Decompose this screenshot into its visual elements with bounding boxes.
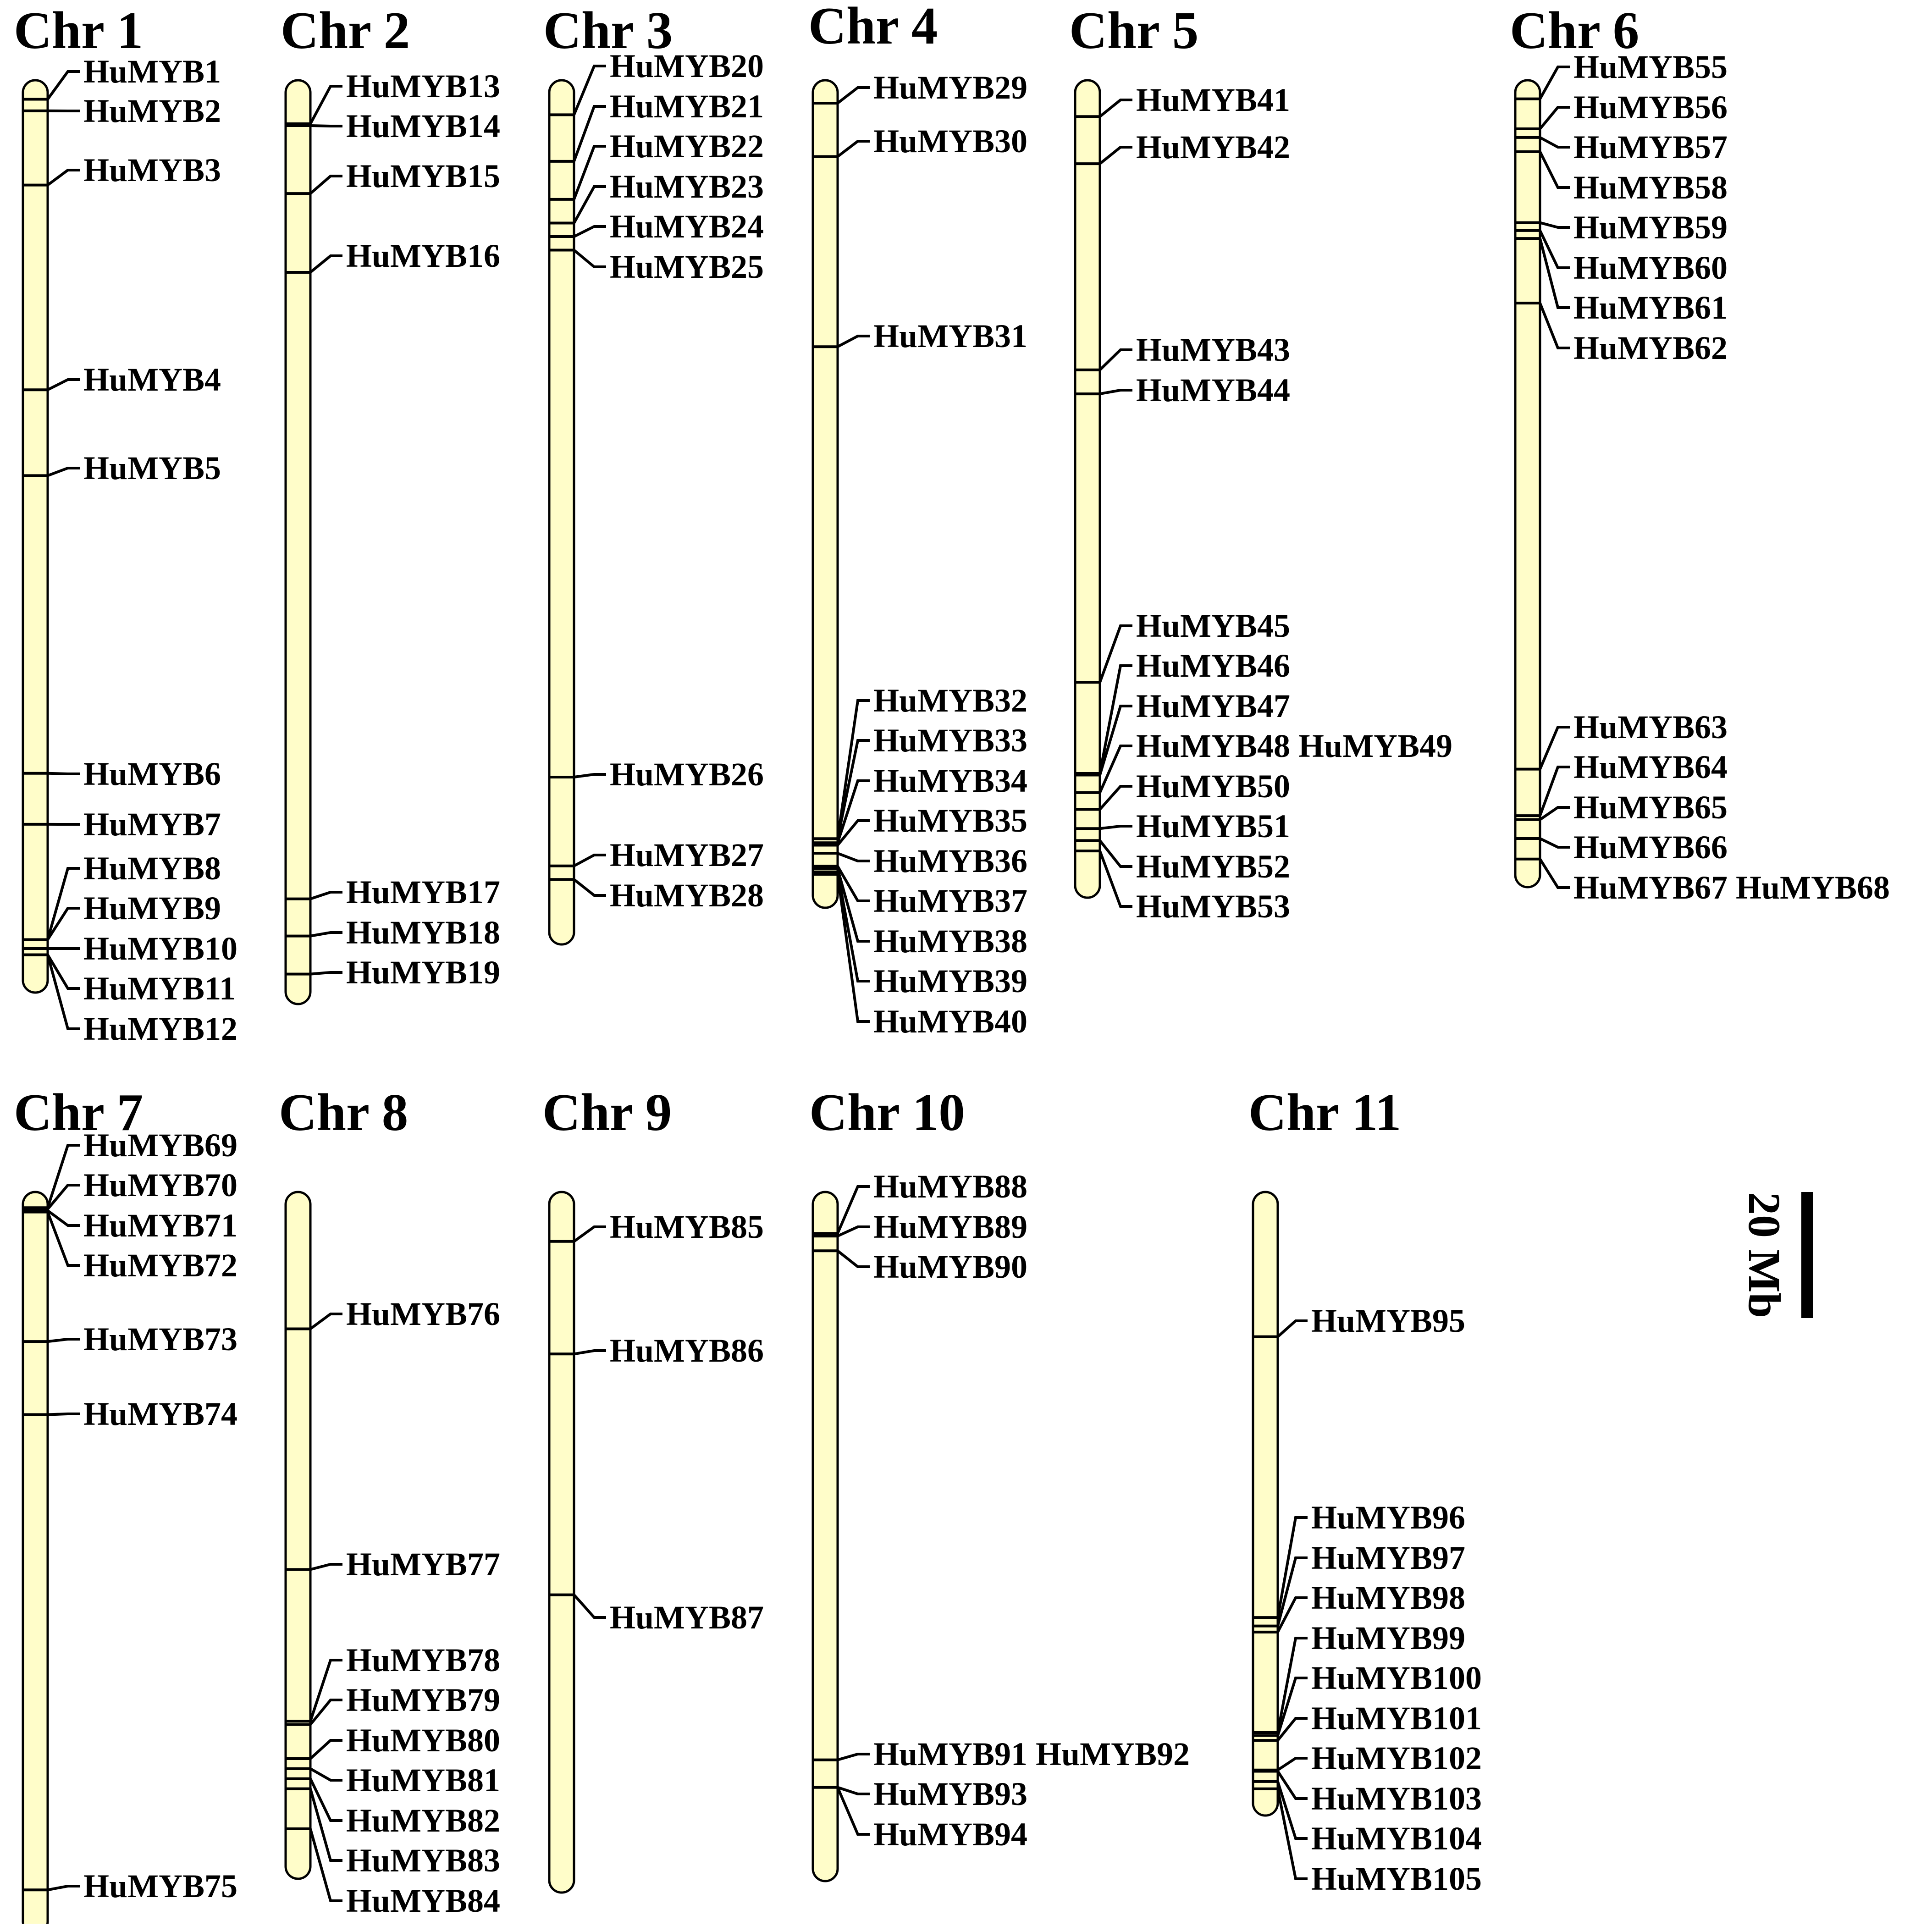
gene-label: HuMYB23: [610, 168, 764, 205]
chromosome-title: Chr 1: [14, 1, 143, 60]
gene-label: HuMYB63: [1573, 709, 1728, 745]
chromosome-body: [813, 80, 838, 908]
gene-label: HuMYB36: [873, 843, 1027, 879]
chromosome-title: Chr 3: [543, 1, 673, 60]
gene-label: HuMYB70: [83, 1167, 237, 1203]
gene-label: HuMYB37: [873, 883, 1027, 919]
chromosome-title: Chr 5: [1069, 1, 1198, 60]
chromosome-title: Chr 10: [809, 1083, 965, 1142]
gene-label: HuMYB97: [1311, 1540, 1465, 1576]
gene-label: HuMYB5: [83, 450, 221, 486]
chromosome-title: Chr 6: [1510, 1, 1639, 60]
gene-label: HuMYB93: [873, 1776, 1027, 1812]
gene-label: HuMYB7: [83, 806, 221, 843]
gene-label: HuMYB55: [1573, 49, 1728, 85]
chromosome-body: [549, 80, 574, 944]
gene-label: HuMYB87: [610, 1599, 764, 1636]
gene-label: HuMYB76: [346, 1296, 500, 1332]
gene-label: HuMYB18: [346, 914, 500, 951]
gene-label: HuMYB2: [83, 93, 221, 129]
gene-label: HuMYB64: [1573, 749, 1728, 785]
gene-leader-line: [48, 1414, 80, 1415]
gene-label: HuMYB99: [1311, 1620, 1465, 1656]
gene-label: HuMYB31: [873, 318, 1027, 354]
gene-label: HuMYB14: [346, 108, 500, 144]
gene-label: HuMYB83: [346, 1842, 500, 1879]
gene-label: HuMYB9: [83, 890, 221, 927]
gene-label: HuMYB28: [610, 877, 764, 914]
gene-label: HuMYB69: [83, 1127, 237, 1164]
gene-label: HuMYB77: [346, 1546, 500, 1583]
gene-label: HuMYB51: [1136, 808, 1290, 844]
gene-label: HuMYB22: [610, 128, 764, 165]
chromosome-body: [549, 1192, 574, 1893]
gene-label: HuMYB105: [1311, 1860, 1482, 1897]
gene-label: HuMYB20: [610, 48, 764, 84]
gene-label: HuMYB12: [83, 1010, 237, 1047]
chromosome-body: [286, 80, 310, 1004]
gene-label: HuMYB25: [610, 248, 764, 285]
gene-label: HuMYB103: [1311, 1780, 1482, 1817]
gene-label: HuMYB100: [1311, 1660, 1482, 1696]
gene-label: HuMYB17: [346, 874, 500, 911]
gene-label: HuMYB16: [346, 237, 500, 274]
gene-label: HuMYB71: [83, 1207, 237, 1244]
gene-label: HuMYB79: [346, 1682, 500, 1718]
gene-label: HuMYB35: [873, 802, 1027, 839]
gene-label: HuMYB91 HuMYB92: [873, 1736, 1190, 1772]
gene-label: HuMYB90: [873, 1248, 1027, 1285]
chromosome-body: [23, 1192, 48, 1924]
gene-label: HuMYB33: [873, 722, 1027, 759]
gene-label: HuMYB42: [1136, 129, 1290, 166]
gene-label: HuMYB44: [1136, 372, 1290, 408]
gene-label: HuMYB85: [610, 1209, 764, 1245]
chromosome-body: [286, 1192, 310, 1879]
gene-label: HuMYB62: [1573, 330, 1728, 366]
gene-label: HuMYB8: [83, 850, 221, 887]
gene-label: HuMYB47: [1136, 688, 1290, 724]
gene-label: HuMYB50: [1136, 768, 1290, 805]
chromosome-title: Chr 7: [14, 1083, 143, 1142]
gene-label: HuMYB38: [873, 923, 1027, 960]
gene-label: HuMYB65: [1573, 789, 1728, 826]
gene-label: HuMYB26: [610, 756, 764, 793]
gene-label: HuMYB40: [873, 1003, 1027, 1040]
gene-label: HuMYB58: [1573, 169, 1728, 206]
gene-label: HuMYB1: [83, 53, 221, 90]
chromosome-body: [813, 1192, 838, 1881]
gene-label: HuMYB4: [83, 361, 221, 398]
gene-label: HuMYB15: [346, 158, 500, 194]
gene-label: HuMYB86: [610, 1332, 764, 1369]
chromosome-title: Chr 4: [808, 0, 938, 55]
gene-label: HuMYB96: [1311, 1499, 1465, 1536]
gene-label: HuMYB101: [1311, 1700, 1482, 1737]
gene-label: HuMYB6: [83, 756, 221, 792]
gene-label: HuMYB61: [1573, 289, 1728, 326]
gene-label: HuMYB59: [1573, 209, 1728, 246]
gene-label: HuMYB81: [346, 1762, 500, 1799]
gene-label: HuMYB94: [873, 1816, 1027, 1853]
gene-label: HuMYB10: [83, 930, 237, 967]
gene-label: HuMYB41: [1136, 82, 1290, 118]
gene-label: HuMYB56: [1573, 89, 1728, 126]
gene-leader-line: [48, 773, 80, 774]
gene-label: HuMYB72: [83, 1247, 237, 1284]
chromosome-body: [1253, 1192, 1278, 1816]
gene-label: HuMYB98: [1311, 1579, 1465, 1616]
chromosome-title: Chr 2: [281, 1, 410, 60]
gene-label: HuMYB29: [873, 69, 1027, 106]
gene-label: HuMYB75: [83, 1868, 237, 1904]
gene-label: HuMYB21: [610, 88, 764, 125]
gene-label: HuMYB48 HuMYB49: [1136, 728, 1452, 764]
gene-label: HuMYB95: [1311, 1302, 1465, 1339]
chromosome-title: Chr 9: [542, 1083, 672, 1142]
gene-label: HuMYB24: [610, 208, 764, 245]
chromosome-title: Chr 8: [279, 1083, 408, 1142]
gene-label: HuMYB88: [873, 1168, 1027, 1205]
gene-label: HuMYB45: [1136, 607, 1290, 644]
gene-label: HuMYB53: [1136, 888, 1290, 925]
gene-label: HuMYB82: [346, 1802, 500, 1839]
gene-label: HuMYB102: [1311, 1740, 1482, 1777]
gene-label: HuMYB34: [873, 762, 1027, 799]
gene-label: HuMYB39: [873, 963, 1027, 999]
chromosome-title: Chr 11: [1248, 1083, 1401, 1142]
gene-label: HuMYB32: [873, 682, 1027, 719]
scale-bar-label: 20 Mb: [1739, 1192, 1790, 1318]
gene-label: HuMYB3: [83, 152, 221, 188]
gene-label: HuMYB52: [1136, 848, 1290, 885]
gene-label: HuMYB30: [873, 123, 1027, 160]
gene-label: HuMYB60: [1573, 249, 1728, 286]
gene-label: HuMYB78: [346, 1642, 500, 1678]
gene-label: HuMYB73: [83, 1321, 237, 1358]
gene-label: HuMYB89: [873, 1209, 1027, 1245]
gene-label: HuMYB46: [1136, 647, 1290, 684]
gene-label: HuMYB19: [346, 954, 500, 991]
gene-label: HuMYB84: [346, 1882, 500, 1919]
gene-label: HuMYB74: [83, 1396, 237, 1432]
gene-label: HuMYB57: [1573, 129, 1728, 166]
gene-label: HuMYB66: [1573, 829, 1728, 866]
gene-label: HuMYB13: [346, 68, 500, 105]
chromosome-body: [23, 80, 48, 993]
gene-label: HuMYB11: [83, 970, 236, 1007]
gene-label: HuMYB80: [346, 1722, 500, 1759]
gene-label: HuMYB67 HuMYB68: [1573, 869, 1890, 906]
gene-label: HuMYB43: [1136, 331, 1290, 368]
gene-label: HuMYB104: [1311, 1820, 1482, 1857]
gene-label: HuMYB27: [610, 837, 764, 873]
chromosome-body: [1515, 80, 1540, 887]
